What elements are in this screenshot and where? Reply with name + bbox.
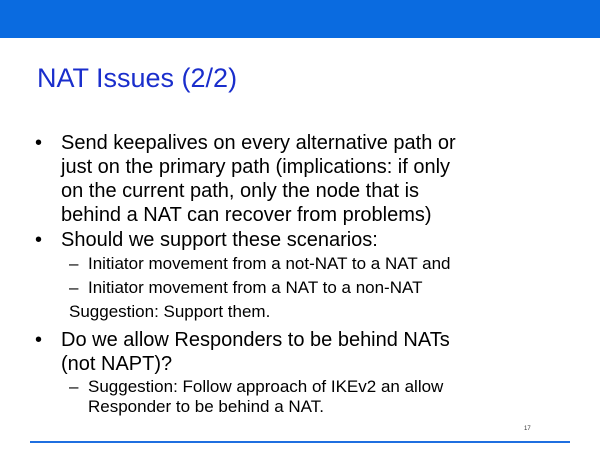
bullet-item	[35, 228, 561, 252]
bullet-marker: •	[35, 132, 43, 154]
sub-bullet-line: Responder to be behind a NAT.	[88, 397, 324, 416]
bullet-line: behind a NAT can recover from problems)	[61, 204, 432, 226]
bullet-marker: •	[35, 329, 43, 351]
bullet-line: (not NAPT)?	[61, 353, 173, 375]
sub-bullet-line: Initiator movement from a not-NAT to a NAT and	[88, 254, 451, 273]
header-bar	[0, 0, 600, 38]
footer-divider	[30, 441, 570, 443]
sub-bullet-marker: –	[69, 254, 79, 273]
bullet-line: on the current path, only the node that is	[61, 180, 420, 202]
suggestion-note: Suggestion: Support them.	[69, 302, 271, 321]
bullet-line: Should we support these scenarios:	[61, 229, 378, 251]
slide-title: NAT Issues (2/2)	[37, 63, 238, 93]
bullet-line: just on the primary path (implications: if only	[61, 156, 451, 178]
sub-bullet-marker: –	[69, 278, 79, 297]
sub-bullet-item	[69, 254, 568, 274]
sub-bullet-line: Suggestion: Follow approach of IKEv2 an allow	[88, 377, 444, 396]
page-number: 17	[524, 426, 531, 432]
bullet-item	[35, 328, 561, 376]
bullet-line: Send keepalives on every alternative path or	[61, 132, 456, 154]
sub-bullet-marker: –	[69, 377, 79, 396]
sub-bullet-item	[69, 377, 568, 417]
bullet-marker: •	[35, 229, 43, 251]
sub-bullet-item	[69, 278, 568, 298]
bullet-line: Do we allow Responders to be behind NATs	[61, 329, 450, 351]
bullet-item	[35, 131, 561, 227]
sub-bullet-line: Initiator movement from a NAT to a non-NAT	[88, 278, 423, 297]
